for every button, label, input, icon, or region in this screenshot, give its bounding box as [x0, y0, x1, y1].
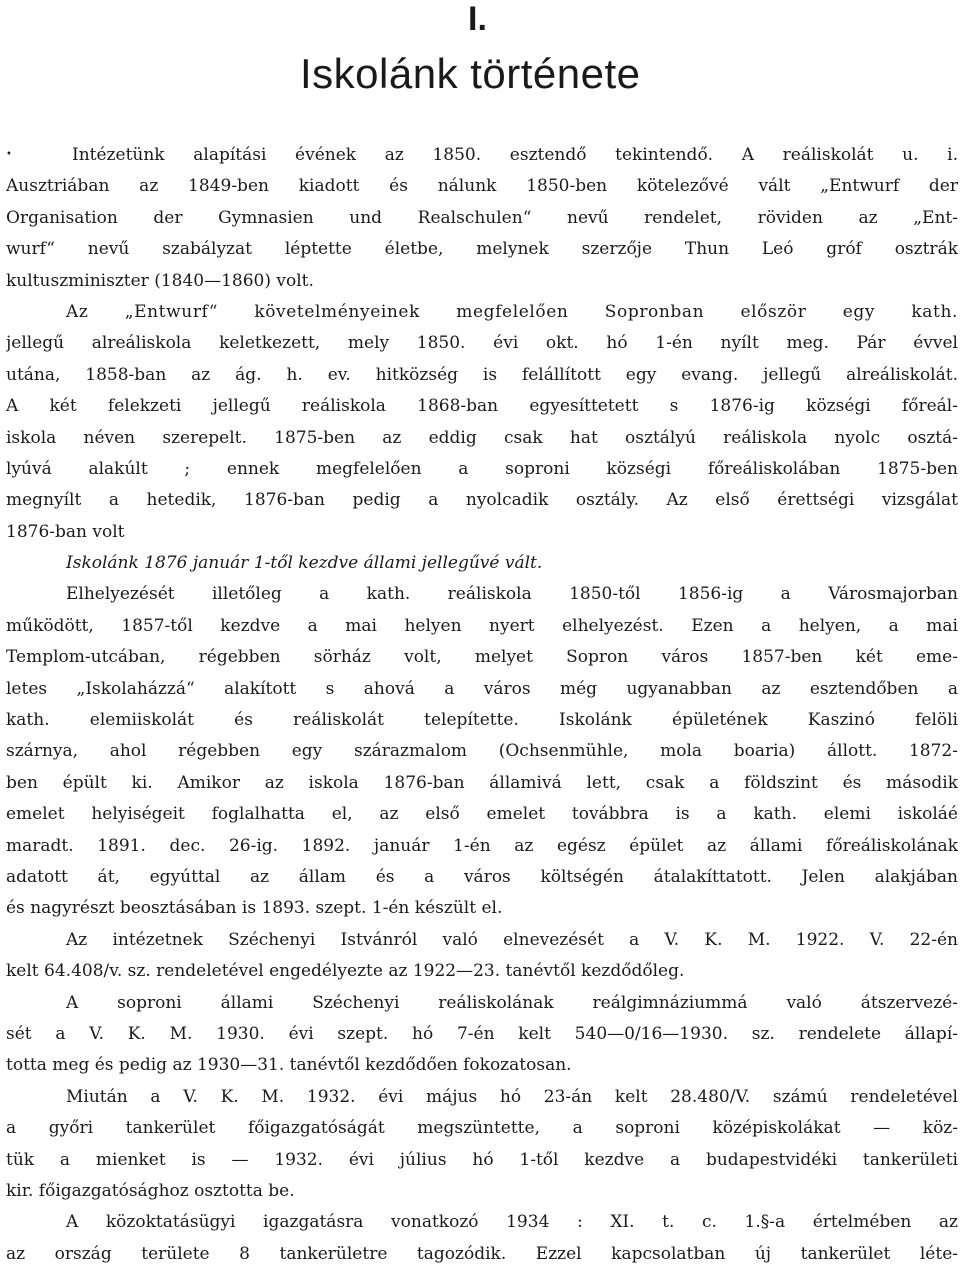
- text-line: a győri tankerület főigazgatóságát megszüntette, a soproni középiskolákat — köz-: [6, 1118, 958, 1139]
- chapter-number: I.: [468, 0, 487, 38]
- text-line: emelet helyiségeit foglalhatta el, az első emelet továbbra is a kath. elemi iskoláé: [6, 804, 958, 825]
- text-line: wurf“ nevű szabályzat léptette életbe, melynek szerzője Thun Leó gróf osztrák: [6, 239, 958, 260]
- text-line: ben épült ki. Amikor az iskola 1876-ban államivá lett, csak a földszint és második: [6, 772, 958, 793]
- text-line: működött, 1857-től kezdve a mai helyen nyert elhelyezést. Ezen a helyen, a mai: [6, 615, 958, 636]
- text-line: A közoktatásügyi igazgatásra vonatkozó 1934 : XI. t. c. 1.§-a értelmében az: [66, 1212, 958, 1233]
- text-line: kultuszminiszter (1840—1860) volt.: [6, 270, 314, 291]
- text-line: kath. elemiiskolát és reáliskolát telepítette. Iskolánk épületének Kaszinó felöli: [6, 710, 958, 731]
- text-line: iskola néven szerepelt. 1875-ben az eddig csak hat osztályú reáliskola nyolc osztá-: [6, 427, 958, 448]
- text-line: A soproni állami Széchenyi reáliskolának reálgimnáziummá való átszervezé-: [66, 992, 958, 1013]
- bullet-mark: •: [6, 149, 12, 160]
- text-line: lyúvá alakúlt ; ennek megfelelően a soproni községi főreáliskolában 1875-ben: [6, 458, 958, 479]
- text-line: Templom-utcában, régebben sörház volt, melyet Sopron város 1857-ben két eme-: [6, 647, 958, 668]
- text-line: megnyílt a hetedik, 1876-ban pedig a nyolcadik osztály. Az első érettségi vizsgálat: [6, 490, 958, 511]
- text-line: Miután a V. K. M. 1932. évi május hó 23-án kelt 28.480/V. számú rendeletével: [66, 1086, 958, 1107]
- text-line: Organisation der Gymnasien und Realschulen“ nevű rendelet, röviden az „Ent-: [6, 207, 958, 228]
- text-line: Az intézetnek Széchenyi Istvánról való elnevezését a V. K. M. 1922. V. 22-én: [66, 929, 958, 950]
- text-line: Ausztriában az 1849-ben kiadott és nálunk 1850-ben kötelezővé vált „Entwurf der: [6, 176, 958, 197]
- body-text: [6, 140, 958, 1265]
- text-line: és nagyrészt beosztásában is 1893. szept. 1-én készült el.: [6, 898, 503, 919]
- text-line: adatott át, egyúttal az állam és a város költségén átalakíttatott. Jelen alakjában: [6, 866, 958, 887]
- text-line: az ország területe 8 tankerületre tagozódik. Ezzel kapcsolatban új tankerület léte-: [6, 1243, 958, 1264]
- text-line: Intézetünk alapítási évének az 1850. esztendő tekintendő. A reáliskolát u. i.: [72, 145, 958, 165]
- text-line: letes „Iskolaházzá“ alakított s ahová a város még ugyanabban az esztendőben a: [6, 678, 958, 699]
- text-line: sét a V. K. M. 1930. évi szept. hó 7-én kelt 540—0/16—1930. sz. rendelete állapí-: [6, 1023, 958, 1044]
- text-line: A két felekzeti jellegű reáliskola 1868-ban egyesíttetett s 1876-ig községi főreál-: [6, 396, 958, 417]
- text-line: Az „Entwurf“ követelményeinek megfelelően Sopronban először egy kath.: [66, 301, 958, 322]
- text-line: utána, 1858-ban az ág. h. ev. hitközség is felállított egy evang. jellegű alreáliskolát.: [6, 364, 958, 385]
- text-line: kelt 64.408/v. sz. rendeletével engedélyezte az 1922—23. tanévtől kezdődőleg.: [6, 961, 685, 982]
- text-line: Elhelyezését illetőleg a kath. reáliskola 1850-től 1856-ig a Városmajorban: [66, 584, 958, 605]
- text-line: jellegű alreáliskola keletkezett, mely 1850. évi okt. hó 1-én nyílt meg. Pár évvel: [6, 333, 958, 354]
- text-line: maradt. 1891. dec. 26-ig. 1892. január 1-én az egész épület az állami főreáliskolának: [6, 835, 958, 856]
- text-line: kir. főigazgatósághoz osztotta be.: [6, 1180, 295, 1201]
- text-line: 1876-ban volt: [6, 521, 125, 542]
- text-line: totta meg és pedig az 1930—31. tanévtől kezdődően fokozatosan.: [6, 1055, 572, 1076]
- page-title: Iskolánk története: [300, 50, 641, 97]
- text-line: tük a mienket is — 1932. évi július hó 1-től kezdve a budapestvidéki tankerületi: [6, 1149, 958, 1170]
- text-line: szárnya, ahol régebben egy szárazmalom (Ochsenmühle, mola boaria) állott. 1872-: [6, 741, 958, 762]
- text-line: Iskolánk 1876 január 1-től kezdve állami jellegűvé vált.: [66, 553, 543, 574]
